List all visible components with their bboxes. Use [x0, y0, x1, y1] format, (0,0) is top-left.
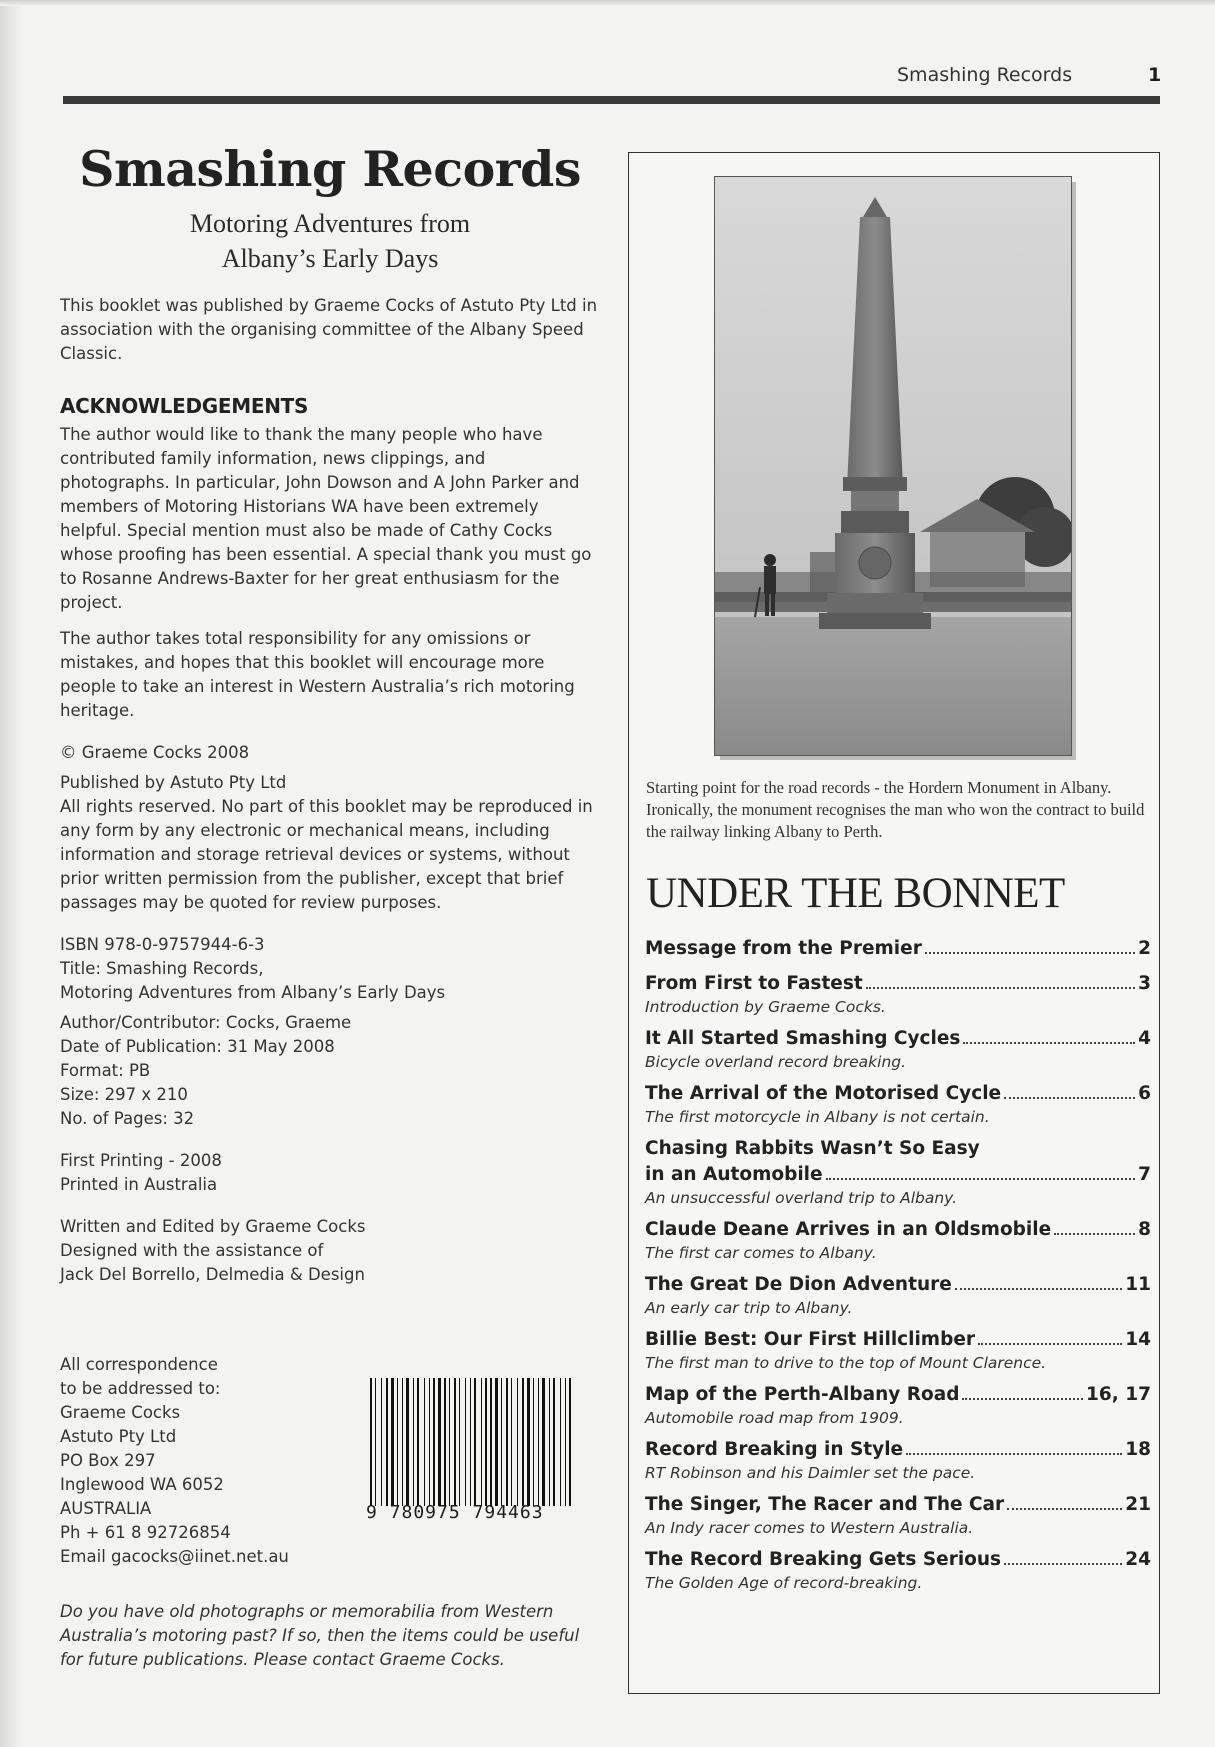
page-number: 1 [1148, 64, 1162, 86]
address-line: Graeme Cocks [60, 1403, 181, 1422]
copyright-line: © Graeme Cocks 2008 [60, 743, 250, 762]
toc-entry-page: 11 [1125, 1274, 1151, 1295]
size-line: Size: 297 x 210 [60, 1085, 188, 1104]
monument-photo [714, 176, 1072, 756]
leader-dots [978, 1343, 1122, 1345]
toc-entry-description: Introduction by Graeme Cocks. [645, 998, 886, 1016]
toc-entry-title: It All Started Smashing Cycles [645, 1028, 961, 1049]
toc-entry-page: 24 [1125, 1549, 1151, 1570]
subtitle-line-1: Motoring Adventures from [189, 209, 471, 238]
barcode-bar [391, 1378, 394, 1506]
leader-dots [955, 1288, 1122, 1290]
barcode-bar [413, 1378, 414, 1506]
barcode-bar [490, 1378, 492, 1506]
toc-entry-page: 2 [1138, 938, 1151, 959]
barcode-bar [501, 1378, 502, 1506]
memorabilia-appeal: Do you have old photographs or memorabilia from Western Australia’s motoring past? If so, then the items could be useful for future publications. Please contact Graeme Cocks. [60, 1602, 580, 1669]
barcode-bar [417, 1378, 419, 1506]
barcode-bar [375, 1378, 376, 1506]
barcode-bar [553, 1378, 555, 1506]
toc-entry-description: The first man to drive to the top of Mount Clarence. [645, 1354, 1047, 1372]
barcode-digits: 9 780975 794463 [366, 1502, 544, 1523]
toc-entry-description: RT Robinson and his Daimler set the pace. [645, 1464, 976, 1482]
barcode-bar [565, 1378, 566, 1506]
designed-line: Designed with the assistance of [60, 1241, 324, 1260]
barcode-bar [522, 1378, 524, 1506]
barcode-bar [386, 1378, 388, 1506]
barcode-bar [533, 1378, 534, 1506]
barcode-bar [527, 1378, 530, 1506]
barcode-bar [485, 1378, 487, 1506]
toc-entry-page: 16, 17 [1086, 1384, 1151, 1405]
toc-entry[interactable] [645, 1547, 1151, 1593]
printing-line: First Printing - 2008 [60, 1151, 222, 1170]
toc-entry-title: Map of the Perth-Albany Road [645, 1384, 960, 1405]
isbn-line: ISBN 978-0-9757944-6-3 [60, 935, 265, 954]
toc-entry[interactable] [645, 1081, 1151, 1127]
toc-entry-title: The Arrival of the Motorised Cycle [645, 1083, 1002, 1104]
barcode-bar [560, 1378, 561, 1506]
left-column [60, 132, 600, 1287]
leader-dots [962, 1398, 1083, 1400]
barcode-bar [538, 1378, 539, 1506]
printed-in-line: Printed in Australia [60, 1175, 218, 1194]
toc-entry[interactable] [645, 936, 1151, 962]
correspondence-address [60, 1353, 320, 1569]
leader-dots [826, 1178, 1136, 1180]
page-top-shadow [0, 0, 1215, 6]
title-line-2: Motoring Adventures from Albany’s Early Days [60, 983, 446, 1002]
leader-dots [906, 1453, 1122, 1455]
toc-entry-page: 21 [1125, 1494, 1151, 1515]
toc-entry-description: The Golden Age of record-breaking. [645, 1574, 923, 1592]
leader-dots [925, 952, 1135, 954]
barcode-bar [406, 1378, 409, 1506]
leader-dots [1007, 1508, 1122, 1510]
barcode-bar [459, 1378, 460, 1506]
toc-entry-page: 14 [1125, 1329, 1151, 1350]
barcode-bar [402, 1378, 403, 1506]
phone-line: Ph + 61 8 92726854 [60, 1523, 231, 1542]
email-line: Email gacocks@iinet.net.au [60, 1547, 289, 1566]
written-by-line: Written and Edited by Graeme Cocks [60, 1217, 366, 1236]
toc-entry-title: The Record Breaking Gets Serious [645, 1549, 1002, 1570]
barcode-bar [438, 1378, 441, 1506]
toc-entry-page: 7 [1138, 1164, 1151, 1185]
toc-entry-page: 6 [1138, 1083, 1151, 1104]
leader-dots [963, 1042, 1135, 1044]
title-line: Title: Smashing Records, [60, 959, 264, 978]
contents-heading: UNDER THE BONNET [646, 870, 1065, 917]
barcode-bar [433, 1378, 435, 1506]
toc-entry-description: An unsuccessful overland trip to Albany. [645, 1189, 958, 1207]
toc-entry-title-line-1: Chasing Rabbits Wasn’t So Easy [645, 1138, 980, 1159]
intro-paragraph: This booklet was published by Graeme Cocks of Astuto Pty Ltd in association with the organising committee of the Albany Speed Classic. [60, 296, 598, 363]
barcode-bar [517, 1378, 518, 1506]
toc-entry-title: Billie Best: Our First Hillclimber [645, 1329, 976, 1350]
rights-paragraph: All rights reserved. No part of this booklet may be reproduced in any form by any electronic or mechanical means, including information and storage retrieval devices or systems, without prior written permission from the publisher, except that brief passages may be quoted for review purposes. [60, 797, 593, 912]
toc-entry-page: 3 [1138, 973, 1151, 994]
barcode-bar [569, 1378, 571, 1506]
barcode-bar [470, 1378, 471, 1506]
leader-dots [1004, 1563, 1122, 1565]
toc-entry[interactable] [645, 1217, 1151, 1263]
toc-entry[interactable] [645, 1026, 1151, 1072]
book-subtitle [60, 206, 600, 276]
address-line: All correspondence [60, 1355, 218, 1374]
designer-line: Jack Del Borrello, Delmedia & Design [60, 1265, 365, 1284]
address-line: PO Box 297 [60, 1451, 156, 1470]
acknowledgements-heading: ACKNOWLEDGEMENTS [60, 394, 309, 418]
barcode-bar [542, 1378, 545, 1506]
toc-entry-page: 18 [1125, 1439, 1151, 1460]
barcode-bar [449, 1378, 450, 1506]
toc-entry-page: 4 [1138, 1028, 1151, 1049]
table-of-contents [645, 936, 1151, 1602]
toc-entry-title: Claude Deane Arrives in an Oldsmobile [645, 1219, 1052, 1240]
toc-entry[interactable] [645, 1492, 1151, 1538]
toc-entry[interactable] [645, 1136, 1151, 1208]
toc-entry[interactable] [645, 1382, 1151, 1428]
toc-entry-description: An early car trip to Albany. [645, 1299, 853, 1317]
toc-entry-description: An Indy racer comes to Western Australia. [645, 1519, 974, 1537]
running-title: Smashing Records [897, 64, 1073, 86]
leader-dots [1004, 1097, 1135, 1099]
subtitle-line-2: Albany’s Early Days [221, 244, 439, 273]
toc-entry-description: Automobile road map from 1909. [645, 1409, 904, 1427]
page-shadow [0, 0, 22, 1747]
toc-entry-title: Message from the Premier [645, 938, 922, 959]
toc-entry[interactable] [645, 971, 1151, 1017]
publisher-line: Published by Astuto Pty Ltd [60, 773, 287, 792]
toc-entry-page: 8 [1138, 1219, 1151, 1240]
toc-entry-title: From First to Fastest [645, 973, 863, 994]
isbn-barcode [366, 1378, 578, 1506]
barcode-bar [495, 1378, 498, 1506]
toc-entry[interactable] [645, 1437, 1151, 1483]
toc-entry[interactable] [645, 1327, 1151, 1373]
barcode-bar [381, 1378, 382, 1506]
toc-entry-title: The Great De Dion Adventure [645, 1274, 952, 1295]
toc-entry-title: in an Automobile [645, 1164, 823, 1185]
barcode-bar [511, 1378, 512, 1506]
author-line: Author/Contributor: Cocks, Graeme [60, 1013, 352, 1032]
address-line: to be addressed to: [60, 1379, 221, 1398]
address-line: AUSTRALIA [60, 1499, 152, 1518]
leader-dots [866, 987, 1135, 989]
book-title: Smashing Records [79, 140, 581, 198]
contents-panel [628, 152, 1160, 1694]
leader-dots [1054, 1233, 1135, 1235]
acknowledgements-paragraph-2: The author takes total responsibility for any omissions or mistakes, and hopes that this booklet will encourage more people to take an interest in Western Australia’s rich motoring heritage. [60, 629, 575, 720]
date-line: Date of Publication: 31 May 2008 [60, 1037, 335, 1056]
barcode-bar [424, 1378, 425, 1506]
barcode-bar [370, 1378, 372, 1506]
address-line: Astuto Pty Ltd [60, 1427, 177, 1446]
toc-entry[interactable] [645, 1272, 1151, 1318]
toc-entry-description: Bicycle overland record breaking. [645, 1053, 907, 1071]
barcode-bar [444, 1378, 446, 1506]
barcode-bar [506, 1378, 508, 1506]
address-line: Inglewood WA 6052 [60, 1475, 224, 1494]
barcode-bar [429, 1378, 430, 1506]
photo-caption: Starting point for the road records - the Hordern Monument in Albany. Ironically, the monument recognises the man who won the contract to build the railway linking Albany to Perth. [646, 778, 1145, 841]
format-line: Format: PB [60, 1061, 151, 1080]
barcode-bar [474, 1378, 476, 1506]
toc-entry-description: The first motorcycle in Albany is not certain. [645, 1108, 990, 1126]
barcode-bar [454, 1378, 456, 1506]
toc-entry-description: The first car comes to Albany. [645, 1244, 877, 1262]
toc-entry-title: The Singer, The Racer and The Car [645, 1494, 1005, 1515]
acknowledgements-paragraph-1: The author would like to thank the many people who have contributed family information, news clippings, and photographs. In particular, John Dowson and A John Parker and members of Motoring Historians WA have been extremely helpful. Special mention must also be made of Cathy Cocks whose proofing has been essential. A special thank you must go to Rosanne Andrews-Baxter for her great enthusiasm for the project. [60, 425, 592, 612]
barcode-bar [465, 1378, 466, 1506]
header-rule [63, 96, 1160, 104]
barcode-bar [397, 1378, 398, 1506]
barcode-bar [481, 1378, 482, 1506]
barcode-bar [549, 1378, 550, 1506]
pages-line: No. of Pages: 32 [60, 1109, 195, 1128]
toc-entry-title: Record Breaking in Style [645, 1439, 904, 1460]
hordern-monument-image [715, 177, 1071, 755]
